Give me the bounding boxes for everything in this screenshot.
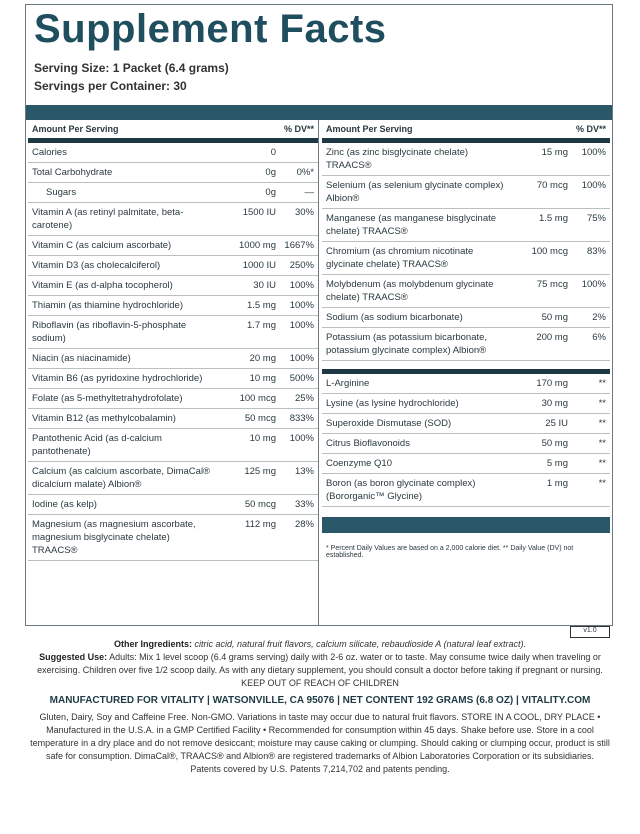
nutrient-name: Superoxide Dismutase (SOD) xyxy=(326,418,452,429)
nutrient-name: Calories xyxy=(32,147,67,158)
nutrient-name: Vitamin A (as retinyl palmitate, beta-carotene) xyxy=(32,207,184,231)
nutrient-row xyxy=(28,143,318,163)
nutrient-dv: 100% xyxy=(581,147,606,158)
nutrient-row xyxy=(28,256,318,276)
nutrient-amount: 200 mg xyxy=(536,332,568,343)
nutrient-row xyxy=(28,462,318,495)
nutrient-dv: 13% xyxy=(294,466,314,477)
nutrient-row xyxy=(28,183,318,203)
nutrient-row xyxy=(28,389,318,409)
nutrient-dv: 833% xyxy=(289,413,314,424)
nutrient-dv: — xyxy=(304,187,314,198)
nutrient-row xyxy=(322,374,610,394)
nutrient-name: Riboflavin (as riboflavin-5-phosphate sodium) xyxy=(32,320,187,344)
nutrient-name: Vitamin B12 (as methylcobalamin) xyxy=(32,413,176,424)
nutrient-amount: 50 mcg xyxy=(244,499,276,510)
column-header xyxy=(28,120,318,143)
nutrient-amount: 25 IU xyxy=(545,418,568,429)
nutrient-row xyxy=(322,209,610,242)
nutrient-row xyxy=(322,176,610,209)
nutrient-dv: 100% xyxy=(289,320,314,331)
nutrient-row xyxy=(322,394,610,414)
nutrient-row xyxy=(28,296,318,316)
nutrient-amount: 10 mg xyxy=(249,373,276,384)
nutrient-dv: 2% xyxy=(592,312,606,323)
serving-size: Serving Size: 1 Packet (6.4 grams) xyxy=(34,61,229,75)
other-ingredients-label: Other Ingredients: xyxy=(114,639,193,649)
nutrient-dv: 30% xyxy=(294,207,314,218)
nutrient-dv xyxy=(276,146,314,159)
nutrient-amount: 20 mg xyxy=(249,353,276,364)
fine-print: Gluten, Dairy, Soy and Caffeine Free. Non-GMO. Variations in taste may occur due to natural fruit flavors. STORE IN A COOL, DRY PLACE • Manufactured in the U.S.A. in a GMP Certified Facility • Recommended for consumption within 45 days. Shake before use. Store in a cool temperature in a dry place and do not remove desiccant; moisture may cause caking or clumping. Should caking or clumping occur, product is still safe for consumption. DimaCal®, TRAACS® and Albion® are registered trademarks of Albion Laboratories Corporation or its subsidiaries. Patents covered by U.S. Patents 7,214,702 and patents pending. xyxy=(30,712,610,774)
nutrient-row xyxy=(322,434,610,454)
nutrient-list xyxy=(28,143,318,561)
nutrient-name: Selenium (as selenium glycinate complex) Albion® xyxy=(326,180,504,204)
nutrient-amount: 50 mg xyxy=(541,312,568,323)
nutrient-dv: 100% xyxy=(581,180,606,191)
nutrient-dv: 100% xyxy=(581,279,606,290)
nutrient-name: Molybdenum (as molybdenum glycinate chelate) TRAACS® xyxy=(326,279,494,303)
nutrient-amount: 5 mg xyxy=(546,458,568,469)
nutrient-row xyxy=(28,276,318,296)
nutrient-dv: 500% xyxy=(289,373,314,384)
nutrient-row xyxy=(322,242,610,275)
nutrient-row xyxy=(28,409,318,429)
supplement-facts-panel xyxy=(25,4,613,626)
nutrient-dv: ** xyxy=(598,458,606,469)
nutrient-amount: 170 mg xyxy=(536,378,568,389)
nutrient-dv: ** xyxy=(598,478,606,489)
amount-header: Amount Per Serving xyxy=(32,124,119,134)
nutrient-name: Sugars xyxy=(46,187,77,198)
nutrient-amount: 30 IU xyxy=(253,280,276,291)
nutrient-amount: 100 mcg xyxy=(531,246,568,257)
amount-header: Amount Per Serving xyxy=(326,124,413,134)
nutrient-row xyxy=(322,328,610,361)
dv-header: % DV** xyxy=(575,124,606,134)
nutrient-amount: 1 mg xyxy=(546,478,568,489)
version-box: v1.0 xyxy=(570,626,610,638)
nutrient-name: Coenzyme Q10 xyxy=(326,458,393,469)
nutrient-amount: 100 mcg xyxy=(239,393,276,404)
nutrient-amount: 0g xyxy=(265,167,276,178)
header-bar xyxy=(26,105,612,120)
nutrient-name: Sodium (as sodium bicarbonate) xyxy=(326,312,463,323)
nutrient-name: L-Arginine xyxy=(326,378,370,389)
suggested-use: Adults: Mix 1 level scoop (6.4 grams serving) daily with 2-6 oz. water or to taste. May consume twice daily when traveling or exercising. Children over five 1/2 scoop daily. As with any dietary supplement, you should consult a doctor before taking if pregnant or nursing. xyxy=(37,652,603,675)
nutrient-amount: 112 mg xyxy=(245,519,276,530)
nutrient-name: Vitamin E (as d-alpha tocopherol) xyxy=(32,280,173,291)
warning: KEEP OUT OF REACH OF CHILDREN xyxy=(241,678,399,688)
right-column xyxy=(322,120,610,559)
nutrient-amount: 70 mcg xyxy=(536,180,568,191)
label-text xyxy=(30,638,610,776)
nutrient-name: Zinc (as zinc bisglycinate chelate) TRAACS® xyxy=(326,147,469,171)
nutrient-name: Magnesium (as magnesium ascorbate, magnesium bisglycinate chelate) TRAACS® xyxy=(32,519,196,556)
other-ingredients: citric acid, natural fruit flavors, calcium silicate, rebaudioside A (natural leaf extract). xyxy=(194,639,526,649)
nutrient-name: Lysine (as lysine hydrochloride) xyxy=(326,398,459,409)
nutrient-name: Vitamin C (as calcium ascorbate) xyxy=(32,240,172,251)
mineral-list xyxy=(322,143,610,361)
nutrient-dv: 6% xyxy=(592,332,606,343)
nutrient-dv: ** xyxy=(598,378,606,389)
nutrient-row xyxy=(28,316,318,349)
nutrient-name: Total Carbohydrate xyxy=(32,167,113,178)
servings-per-container: Servings per Container: 30 xyxy=(34,79,187,93)
nutrient-name: Citrus Bioflavonoids xyxy=(326,438,410,449)
nutrient-dv: 25% xyxy=(294,393,314,404)
nutrient-name: Iodine (as kelp) xyxy=(32,499,97,510)
nutrient-dv: ** xyxy=(598,418,606,429)
suggested-use-label: Suggested Use: xyxy=(39,652,108,662)
nutrient-name: Manganese (as manganese bisglycinate chelate) TRAACS® xyxy=(326,213,497,237)
nutrient-name: Vitamin D3 (as cholecalciferol) xyxy=(32,260,161,271)
nutrient-amount: 1000 IU xyxy=(242,260,276,271)
nutrient-dv: 100% xyxy=(289,353,314,364)
other-nutrient-list xyxy=(322,374,610,507)
nutrient-dv: 33% xyxy=(294,499,314,510)
nutrient-row xyxy=(322,474,610,507)
nutrient-row xyxy=(28,495,318,515)
nutrient-row xyxy=(28,163,318,183)
nutrient-amount: 15 mg xyxy=(541,147,568,158)
nutrient-name: Pantothenic Acid (as d-calcium pantothenate) xyxy=(32,433,162,457)
nutrient-name: Boron (as boron glycinate complex) (Bororganic™ Glycine) xyxy=(326,478,476,502)
nutrient-name: Vitamin B6 (as pyridoxine hydrochloride) xyxy=(32,373,203,384)
nutrient-dv: 83% xyxy=(586,246,606,257)
nutrient-row xyxy=(28,515,318,561)
nutrient-row xyxy=(322,308,610,328)
nutrient-amount: 30 mg xyxy=(541,398,568,409)
nutrient-amount: 50 mcg xyxy=(244,413,276,424)
nutrient-dv: 100% xyxy=(289,433,314,444)
nutrient-row xyxy=(322,454,610,474)
nutrient-row xyxy=(28,369,318,389)
nutrient-row xyxy=(28,236,318,256)
nutrient-amount: 75 mcg xyxy=(536,279,568,290)
nutrient-amount: 0g xyxy=(265,187,276,198)
nutrient-dv: ** xyxy=(598,438,606,449)
nutrient-name: Chromium (as chromium nicotinate glycinate chelate) TRAACS® xyxy=(326,246,474,270)
footnote: * Percent Daily Values are based on a 2,000 calorie diet. ** Daily Value (DV) not established. xyxy=(326,545,574,559)
nutrient-amount: 1.7 mg xyxy=(246,320,276,331)
nutrient-dv: 28% xyxy=(294,519,314,530)
nutrient-dv: 1667% xyxy=(284,240,314,251)
nutrient-dv: ** xyxy=(598,398,606,409)
column-header xyxy=(322,120,610,143)
nutrient-dv: 75% xyxy=(586,213,606,224)
manufacturer: MANUFACTURED FOR VITALITY | WATSONVILLE, CA 95076 | NET CONTENT 192 GRAMS (6.8 OZ) | VITALITY.COM xyxy=(49,695,591,706)
nutrient-dv: 250% xyxy=(289,260,314,271)
nutrient-amount: 1.5 mg xyxy=(538,213,568,224)
nutrient-name: Niacin (as niacinamide) xyxy=(32,353,131,364)
nutrient-row xyxy=(322,143,610,176)
nutrient-row xyxy=(28,349,318,369)
page-title: Supplement Facts xyxy=(34,7,387,51)
nutrient-name: Thiamin (as thiamine hydrochloride) xyxy=(32,300,184,311)
nutrient-dv: 0%* xyxy=(296,167,314,178)
nutrient-amount: 1.5 mg xyxy=(246,300,276,311)
nutrient-name: Folate (as 5-methyltetrahydrofolate) xyxy=(32,393,183,404)
nutrient-row xyxy=(322,275,610,308)
nutrient-name: Potassium (as potassium bicarbonate, potassium glycinate complex) Albion® xyxy=(326,332,488,356)
nutrient-amount: 10 mg xyxy=(249,433,276,444)
nutrient-name: Calcium (as calcium ascorbate, DimaCal® dicalcium malate) Albion® xyxy=(32,466,211,490)
footer-bar xyxy=(322,517,610,533)
nutrient-amount: 125 mg xyxy=(244,466,276,477)
nutrient-dv: 100% xyxy=(289,300,314,311)
nutrient-amount: 50 mg xyxy=(541,438,568,449)
nutrient-row xyxy=(28,203,318,236)
nutrient-dv: 100% xyxy=(289,280,314,291)
nutrient-amount: 1000 mg xyxy=(239,240,276,251)
dv-header: % DV** xyxy=(283,124,314,134)
left-column xyxy=(28,120,319,625)
nutrient-amount: 0 xyxy=(270,147,276,158)
nutrient-amount: 1500 IU xyxy=(242,207,276,218)
nutrient-row xyxy=(322,414,610,434)
nutrient-row xyxy=(28,429,318,462)
